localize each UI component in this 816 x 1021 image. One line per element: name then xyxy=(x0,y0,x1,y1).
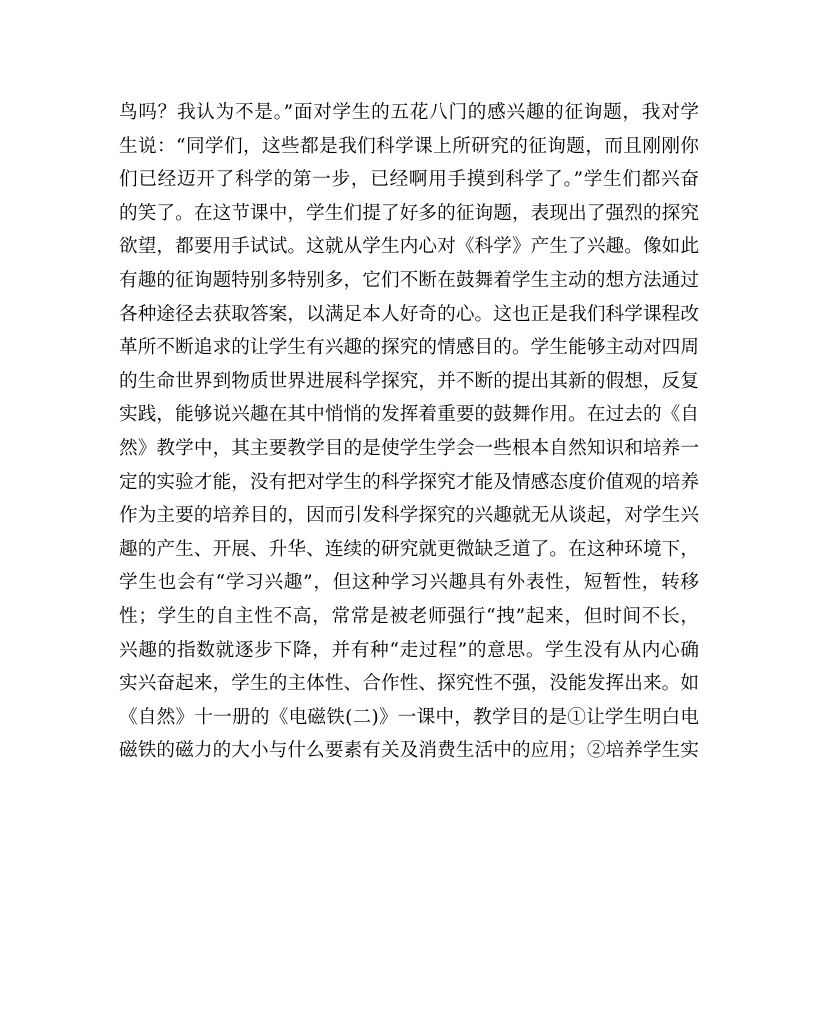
text-line: 有趣的征询题特别多特别多，它们不断在鼓舞着学生主动的想方法通过 xyxy=(119,269,699,291)
text-line: 学生也会有“学习兴趣”，但这种学习兴趣具有外表性，短暂性，转移 xyxy=(119,572,699,594)
text-line: 各种途径去获取答案，以满足本人好奇的心。这也正是我们科学课程改 xyxy=(119,303,699,325)
text-line: 鸟吗？我认为不是。”面对学生的五花八门的感兴趣的征询题，我对学 xyxy=(119,102,699,123)
text-line: 《自然》十一册的《电磁铁(二)》一课中，教学目的是①让学生明白电 xyxy=(119,706,699,728)
text-line: 兴趣的指数就逐步下降，并有种“走过程”的意思。学生没有从内心确 xyxy=(119,639,699,661)
text-line: 欲望，都要用手试试。这就从学生内心对《科学》产生了兴趣。像如此 xyxy=(119,236,699,258)
text-line: 磁铁的磁力的大小与什么要素有关及消费生活中的应用；②培养学生实 xyxy=(119,740,699,762)
text-line: 的生命世界到物质世界进展科学探究，并不断的提出其新的假想，反复 xyxy=(119,370,699,392)
text-line: 生说：“同学们，这些都是我们科学课上所研究的征询题，而且刚刚你 xyxy=(119,135,699,157)
text-line: 趣的产生、开展、升华、连续的研究就更微缺乏道了。在这种环境下， xyxy=(119,538,699,560)
text-line: 们已经迈开了科学的第一步，已经啊用手摸到科学了。”学生们都兴奋 xyxy=(119,169,699,191)
text-line: 作为主要的培养目的，因而引发科学探究的兴趣就无从谈起，对学生兴 xyxy=(119,505,699,527)
text-line: 性；学生的自主性不高，常常是被老师强行“拽”起来，但时间不长， xyxy=(119,605,699,627)
text-line: 实兴奋起来，学生的主体性、合作性、探究性不强，没能发挥出来。如 xyxy=(119,673,699,695)
text-line: 然》教学中，其主要教学目的是使学生学会一些根本自然知识和培养一 xyxy=(119,437,699,459)
text-line: 定的实验才能，没有把对学生的科学探究才能及情感态度价值观的培养 xyxy=(119,471,699,493)
body-paragraph xyxy=(119,96,699,768)
text-line: 革所不断追求的让学生有兴趣的探究的情感目的。学生能够主动对四周 xyxy=(119,337,699,359)
text-line: 实践，能够说兴趣在其中悄悄的发挥着重要的鼓舞作用。在过去的《自 xyxy=(119,404,699,426)
text-line: 的笑了。在这节课中，学生们提了好多的征询题，表现出了强烈的探究 xyxy=(119,202,699,224)
